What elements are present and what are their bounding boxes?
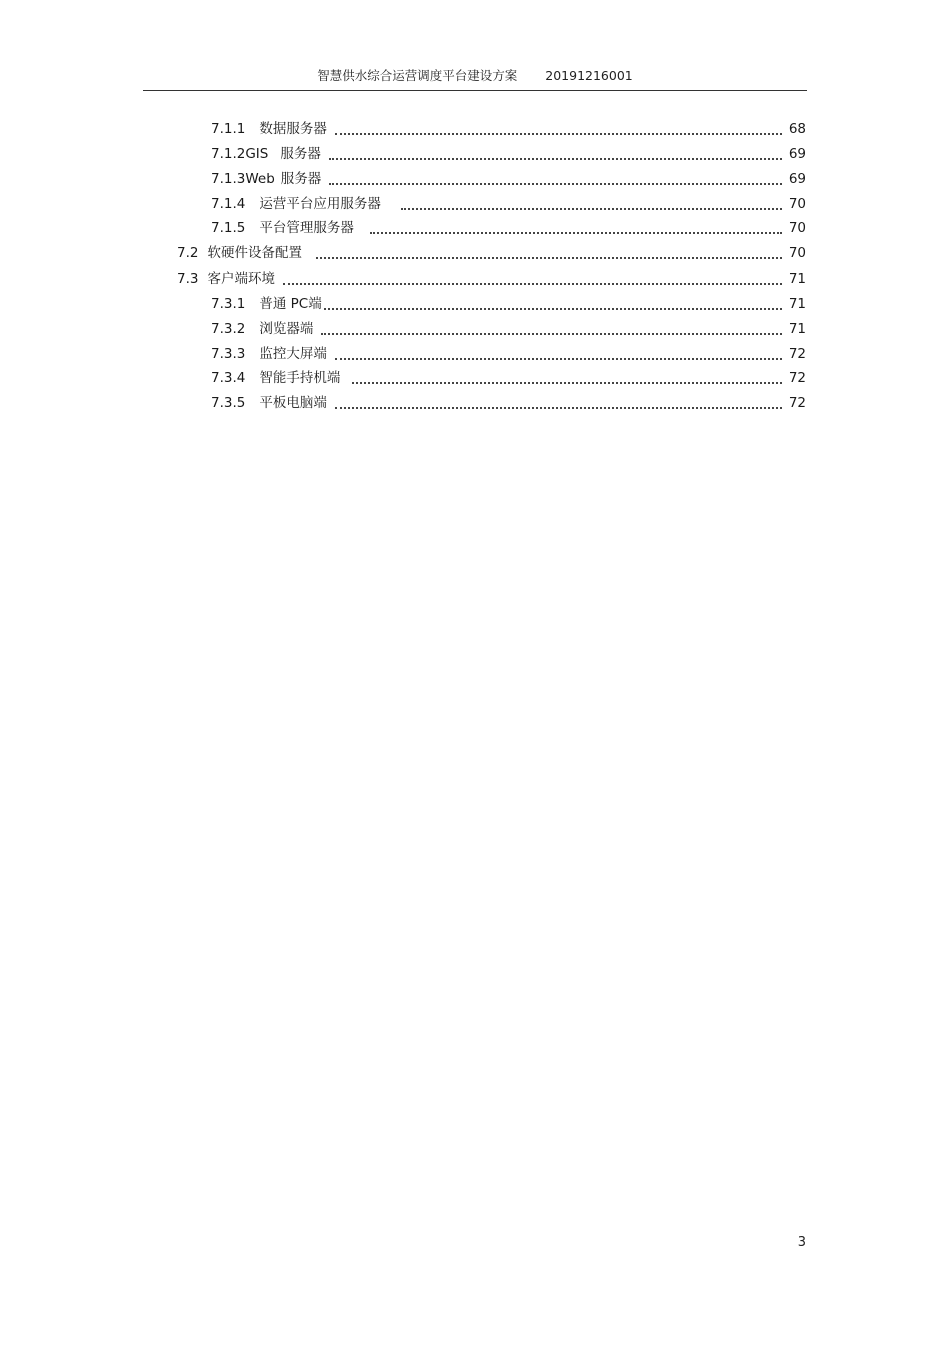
- toc-entry-number: 7.2: [177, 245, 199, 261]
- toc-entry-page: 69: [788, 171, 806, 187]
- toc-entry-page: 70: [788, 220, 806, 236]
- document-title: 智慧供水综合运营调度平台建设方案: [317, 68, 518, 83]
- toc-entry-title: 浏览器端: [259, 321, 314, 337]
- toc-entry-title: 普通 PC端: [259, 296, 322, 312]
- toc-entry[interactable]: [177, 268, 806, 288]
- toc-entry-page: 72: [788, 395, 806, 411]
- toc-dot-leader: [329, 148, 782, 160]
- toc-entry-number: 7.3.1: [211, 296, 246, 312]
- toc-entry-page: 68: [788, 121, 806, 137]
- toc-entry-page: 71: [788, 271, 806, 287]
- toc-entry-title: 平台管理服务器: [259, 220, 354, 236]
- toc-dot-leader: [352, 372, 782, 384]
- toc-entry[interactable]: [211, 118, 806, 138]
- toc-entry-title: 软硬件设备配置: [207, 245, 302, 261]
- toc-entry[interactable]: [211, 318, 806, 338]
- document-code: 20191216001: [545, 68, 633, 83]
- toc-entry[interactable]: [211, 168, 806, 188]
- toc-entry-page: 70: [788, 245, 806, 261]
- toc-entry-title: 数据服务器: [259, 121, 327, 137]
- toc-dot-leader: [283, 273, 782, 285]
- toc-entry-number: 7.3: [177, 271, 199, 287]
- toc-entry-title: 服务器: [280, 146, 321, 162]
- toc-entry[interactable]: [177, 242, 806, 262]
- toc-entry[interactable]: [211, 367, 806, 387]
- toc-entry-title: 运营平台应用服务器: [259, 196, 381, 212]
- page-header: [143, 66, 807, 86]
- toc-dot-leader: [370, 222, 782, 234]
- toc-dot-leader: [316, 247, 782, 259]
- toc-entry-number: 7.3.4: [211, 370, 246, 386]
- toc-dot-leader: [335, 397, 782, 409]
- toc-entry-page: 72: [788, 346, 806, 362]
- toc-entry[interactable]: [211, 392, 806, 412]
- toc-entry-title: 智能手持机端: [259, 370, 341, 386]
- toc-entry-title: 服务器: [280, 171, 322, 187]
- toc-entry-number: 7.3.2: [211, 321, 246, 337]
- toc-entry[interactable]: [211, 143, 806, 163]
- toc-entry-page: 71: [788, 296, 806, 312]
- toc-entry-title: 客户端环境: [207, 271, 275, 287]
- toc-dot-leader: [329, 173, 782, 185]
- toc-entry-number: 7.1.4: [211, 196, 246, 212]
- toc-entry-number: 7.3.5: [211, 395, 246, 411]
- header-divider: [143, 90, 807, 91]
- toc-entry-page: 71: [788, 321, 806, 337]
- toc-entry[interactable]: [211, 193, 806, 213]
- toc-entry[interactable]: [211, 217, 806, 237]
- toc-entry-page: 70: [788, 196, 806, 212]
- toc-entry-number: 7.1.5: [211, 220, 246, 236]
- toc-dot-leader: [335, 123, 782, 135]
- toc-entry[interactable]: [211, 343, 806, 363]
- toc-dot-leader: [335, 348, 782, 360]
- toc-dot-leader: [401, 198, 782, 210]
- toc-entry-title: 监控大屏端: [259, 346, 327, 362]
- toc-dot-leader: [324, 298, 782, 310]
- toc-entry-number: 7.1.3Web: [211, 171, 275, 187]
- toc-dot-leader: [321, 323, 782, 335]
- toc-entry-number: 7.1.2GIS: [211, 146, 269, 162]
- toc-entry-page: 72: [788, 370, 806, 386]
- page-number: 3: [797, 1235, 806, 1250]
- toc-entry-page: 69: [788, 146, 806, 162]
- toc-entry[interactable]: [211, 293, 806, 313]
- toc-entry-number: 7.1.1: [211, 121, 246, 137]
- toc-entry-title: 平板电脑端: [259, 395, 327, 411]
- toc-entry-number: 7.3.3: [211, 346, 246, 362]
